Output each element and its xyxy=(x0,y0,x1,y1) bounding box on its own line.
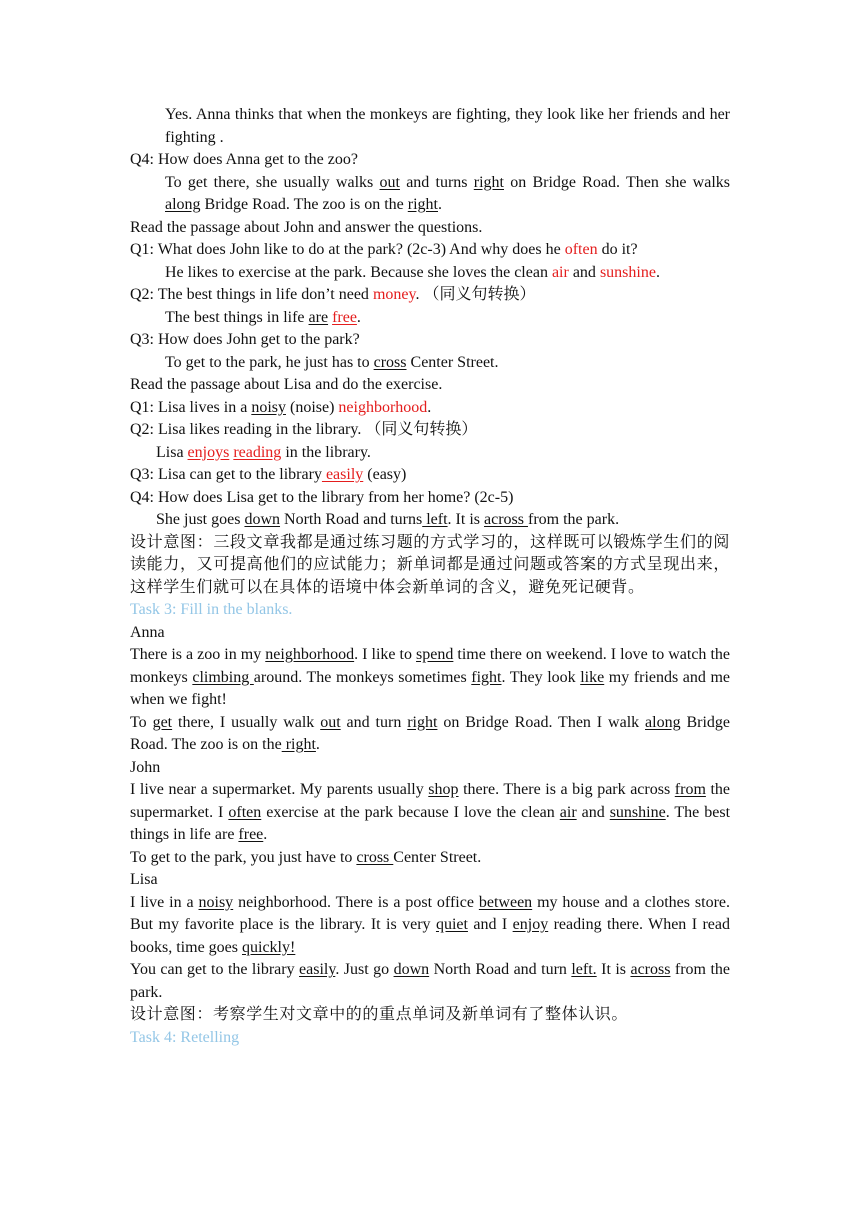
text-run: Q3: Lisa can get to the library xyxy=(130,466,322,483)
text-run: reading there. When I read books, time goes xyxy=(130,916,731,956)
blank-answer: across xyxy=(484,511,528,528)
text-run: North Road and turn xyxy=(429,961,572,978)
text-run: She just goes xyxy=(156,511,245,528)
text-run: Q1: What does John like to do at the park? (2c-3) And why does he xyxy=(130,241,565,258)
task-4-heading: Task 4: Retelling xyxy=(130,1028,240,1046)
text-run: . xyxy=(315,736,320,753)
blank-answer: between xyxy=(478,893,533,911)
text-run: . xyxy=(356,308,361,326)
text-run: . xyxy=(438,196,442,213)
blank-answer: quickly! xyxy=(242,938,296,956)
blank-answer: right xyxy=(281,736,316,753)
design-note-2 xyxy=(130,1004,730,1027)
blank-answer: enjoy xyxy=(512,916,549,933)
text-run: Center Street. xyxy=(393,848,482,866)
blank-answer: free xyxy=(238,826,264,843)
blank-answer: noisy xyxy=(198,893,234,911)
blank-answer: free xyxy=(332,308,357,326)
john-question-3 xyxy=(130,329,730,352)
blank-answer: from xyxy=(674,781,706,798)
lisa-answer-2 xyxy=(130,442,730,465)
john-paragraph-1 xyxy=(130,779,730,847)
blank-answer: cross xyxy=(373,353,407,371)
lisa-paragraph-2 xyxy=(130,959,730,1004)
lisa-instructions xyxy=(130,374,730,397)
text-run: . They look xyxy=(501,668,581,686)
lisa-question-1 xyxy=(130,397,730,420)
text-run: and xyxy=(576,803,610,821)
blank-answer: right xyxy=(407,196,438,213)
blank-answer: easily xyxy=(321,466,364,483)
text-run: from the park. xyxy=(130,961,730,1001)
blank-answer: right xyxy=(407,713,438,731)
blank-answer: down xyxy=(393,961,430,978)
anna-q4-question xyxy=(130,149,730,172)
document-body xyxy=(130,104,730,1049)
anna-paragraph-2 xyxy=(130,712,730,757)
john-answer-3 xyxy=(130,352,730,375)
text-run: . Just go xyxy=(335,961,394,978)
text-run: Q2: Lisa likes reading in the library. （同义句转换） xyxy=(130,421,478,438)
text-run: on Bridge Road. Then she walks xyxy=(504,173,731,191)
highlighted-word: air xyxy=(551,263,569,281)
text-run: in the library. xyxy=(281,443,371,461)
anna-q3-answer xyxy=(130,104,730,149)
lisa-answer-4 xyxy=(130,509,730,532)
text-run: There is a zoo in my xyxy=(130,646,266,663)
anna-section-title: Anna xyxy=(130,623,165,641)
blank-answer: across xyxy=(630,961,671,978)
john-instructions xyxy=(130,217,730,240)
design-note-1 xyxy=(130,532,730,600)
text-run: Read the passage about John and answer the questions. xyxy=(130,218,483,236)
blank-answer: left xyxy=(422,511,448,528)
text-run: . I like to xyxy=(354,646,417,663)
blank-answer: sunshine xyxy=(609,803,666,821)
text-run: (easy) xyxy=(363,466,407,483)
text-run: To xyxy=(130,713,153,731)
blank-answer: spend xyxy=(416,646,454,663)
text-run: Q1: Lisa lives in a xyxy=(130,398,252,416)
blank-answer: easily xyxy=(299,961,336,978)
text-run: To get to the park, he just has to xyxy=(165,353,374,371)
text-run: To get there, she usually walks xyxy=(165,173,380,191)
blank-answer: enjoys xyxy=(187,443,230,461)
blank-answer: reading xyxy=(233,443,282,461)
text-run: 设计意图：三段文章我都是通过练习题的方式学习的，这样既可以锻炼学生们的阅读能力，又可提高他们的应试能力；新单词都是通过问题或答案的方式呈现出来，这样学生们就可以在具体的语境中体会新单词的含义，避免死记硬背。 xyxy=(130,533,730,596)
text-run: do it? xyxy=(597,241,638,258)
text-run: Yes. Anna thinks that when the monkeys are fighting, they look like her friends and her fighting . xyxy=(165,106,730,146)
blank-answer: down xyxy=(244,511,281,528)
text-run: and turn xyxy=(340,713,408,731)
text-run: the supermarket. I xyxy=(130,781,731,821)
blank-answer: along xyxy=(165,196,201,213)
text-run: and I xyxy=(467,916,513,933)
john-question-2 xyxy=(130,284,730,307)
text-run: . The best things in life are xyxy=(130,803,731,843)
lisa-section-title: Lisa xyxy=(130,871,158,888)
blank-answer: neighborhood xyxy=(265,646,355,663)
text-run: exercise at the park because I love the clean xyxy=(261,803,560,821)
text-run: He likes to exercise at the park. Because she loves the clean xyxy=(165,263,552,281)
text-run: . xyxy=(655,263,660,281)
blank-answer: right xyxy=(473,173,504,191)
text-run: To get to the park, you just have to xyxy=(130,848,357,866)
blank-answer: climbing xyxy=(192,668,254,686)
text-run: Q4: How does Lisa get to the library from her home? (2c-5) xyxy=(130,488,514,506)
anna-q4-answer xyxy=(130,172,730,217)
text-run: . （同义句转换） xyxy=(415,286,536,303)
highlighted-word: money xyxy=(372,286,416,303)
john-paragraph-2 xyxy=(130,847,730,870)
text-run: Lisa xyxy=(156,443,188,461)
text-run: and xyxy=(568,263,600,281)
blank-answer: cross xyxy=(356,848,394,866)
text-run: I live near a supermarket. My parents usually xyxy=(130,781,429,798)
blank-answer: get xyxy=(152,713,173,731)
blank-answer: air xyxy=(559,803,577,821)
text-run: 设计意图：考察学生对文章中的的重点单词及新单词有了整体认识。 xyxy=(130,1006,629,1023)
highlighted-word: neighborhood xyxy=(338,398,428,416)
text-run: my friends and me when we fight! xyxy=(130,668,730,708)
text-run: there. There is a big park across xyxy=(458,781,675,798)
text-run: I live in a xyxy=(130,893,199,911)
blank-answer: left. xyxy=(571,961,597,978)
text-run: . xyxy=(263,826,268,843)
lisa-question-3 xyxy=(130,464,730,487)
blank-answer: quiet xyxy=(435,916,468,933)
anna-paragraph-1 xyxy=(130,644,730,712)
text-run: on Bridge Road. Then I walk xyxy=(437,713,646,731)
blank-answer: out xyxy=(320,713,341,731)
text-run: (noise) xyxy=(285,398,339,416)
john-section-title: John xyxy=(130,758,161,776)
john-answer-1 xyxy=(130,262,730,285)
text-run: . xyxy=(427,398,432,416)
text-run: Read the passage about Lisa and do the exercise. xyxy=(130,376,443,393)
text-run: North Road and turns xyxy=(280,511,423,528)
text-run: Bridge Road. The zoo is on the xyxy=(130,713,731,753)
text-run: Bridge Road. The zoo is on the xyxy=(200,196,408,213)
text-run: Q4: How does Anna get to the zoo? xyxy=(130,151,358,168)
text-run: Q2: The best things in life don’t need xyxy=(130,286,373,303)
text-run: You can get to the library xyxy=(130,961,300,978)
highlighted-word: sunshine xyxy=(599,263,656,281)
text-run: neighborhood. There is a post office xyxy=(233,893,479,911)
text-run: and turns xyxy=(399,173,474,191)
blank-answer: along xyxy=(645,713,681,731)
john-question-1 xyxy=(130,239,730,262)
blank-answer: fight xyxy=(471,668,502,686)
text-run: my house and a clothes store. But my favorite place is the library. It is very xyxy=(130,893,730,933)
blank-answer: are xyxy=(308,308,329,326)
blank-answer: often xyxy=(228,803,262,821)
text-run: It is xyxy=(596,961,631,978)
blank-answer: like xyxy=(580,668,605,686)
text-run: there, I usually walk xyxy=(172,713,321,731)
task-3-heading: Task 3: Fill in the blanks. xyxy=(130,601,293,618)
text-run: around. The monkeys sometimes xyxy=(253,668,472,686)
text-run: time there on weekend. I love to watch the monkeys xyxy=(130,646,731,686)
text-run: . It is xyxy=(447,511,484,528)
highlighted-word: often xyxy=(564,241,598,258)
blank-answer: noisy xyxy=(251,398,286,416)
blank-answer: shop xyxy=(428,781,459,798)
john-answer-2 xyxy=(130,307,730,330)
text-run: Q3: How does John get to the park? xyxy=(130,331,360,348)
lisa-paragraph-1 xyxy=(130,892,730,960)
lisa-question-2 xyxy=(130,419,730,442)
lisa-question-4 xyxy=(130,487,730,510)
text-run: from the park. xyxy=(527,511,620,528)
blank-answer: out xyxy=(379,173,400,191)
text-run: The best things in life xyxy=(165,308,309,326)
text-run: Center Street. xyxy=(406,353,499,371)
